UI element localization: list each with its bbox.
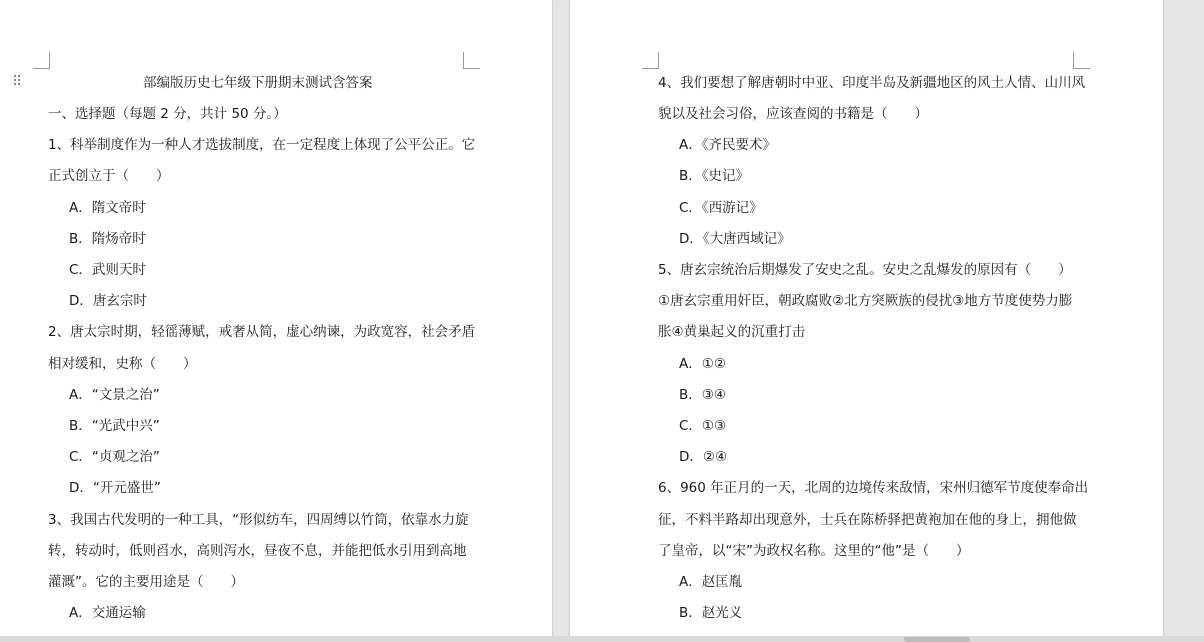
answer-option: B．隋炀帝时 — [69, 231, 146, 247]
document-page-left — [0, 0, 552, 636]
section-heading: 一、选择题（每题 2 分，共计 50 分。） — [48, 106, 287, 122]
question-text: 3、我国古代发明的一种工具，“形似纺车，四周缚以竹筒，依靠水力旋 — [48, 512, 469, 528]
answer-option: B．赵光义 — [679, 605, 743, 621]
question-text: 转，转动时，低则舀水，高则泻水，昼夜不息，并能把低水引用到高地 — [48, 543, 467, 559]
answer-option: D．“开元盛世” — [69, 480, 161, 496]
question-text: 灌溉”。它的主要用途是（ ） — [48, 574, 244, 590]
question-text: 4、我们要想了解唐朝时中亚、印度半岛及新疆地区的风土人情、山川风 — [658, 75, 1086, 91]
document-page-right — [570, 0, 1163, 636]
question-text: 正式创立于（ ） — [48, 168, 170, 184]
answer-option: A．《齐民要术》 — [679, 137, 776, 153]
answer-option: A．“文景之治” — [69, 387, 160, 403]
answer-option: C．“贞观之治” — [69, 449, 160, 465]
margin-corner-marker — [642, 52, 659, 69]
answer-option: A．隋文帝时 — [69, 200, 146, 216]
answer-option: A．①② — [679, 356, 726, 372]
answer-option: B．“光武中兴” — [69, 418, 160, 434]
question-text: 6、960 年正月的一天，北周的边境传来敌情，宋州归德军节度使奉命出 — [658, 480, 1089, 496]
margin-corner-marker — [1073, 52, 1090, 69]
question-text: 了皇帝，以“宋”为政权名称。这里的“他”是（ ） — [658, 543, 970, 559]
scrollbar-thumb[interactable] — [904, 637, 970, 642]
drag-handle-icon[interactable]: ⠿ — [12, 74, 23, 90]
question-text: 征，不料半路却出现意外，士兵在陈桥驿把黄袍加在他的身上，拥他做 — [658, 512, 1077, 528]
answer-option: B．③④ — [679, 387, 726, 403]
question-text: ①唐玄宗重用奸臣，朝政腐败②北方突厥族的侵扰③地方节度使势力膨 — [658, 293, 1073, 309]
answer-option: D．《大唐西域记》 — [679, 231, 791, 247]
document-title: 部编版历史七年级下册期末测试含答案 — [143, 75, 373, 91]
question-text: 5、唐玄宗统治后期爆发了安史之乱。安史之乱爆发的原因有（ ） — [658, 262, 1072, 278]
answer-option: D．唐玄宗时 — [69, 293, 147, 309]
question-text: 胀④黄巢起义的沉重打击 — [658, 324, 806, 340]
question-text: 2、唐太宗时期，轻徭薄赋，戒奢从简，虚心纳谏，为政宽容，社会矛盾 — [48, 324, 476, 340]
question-text: 1、科举制度作为一种人才选拔制度，在一定程度上体现了公平公正。它 — [48, 137, 476, 153]
horizontal-scrollbar[interactable] — [0, 636, 1204, 642]
answer-option: D．②④ — [679, 449, 728, 465]
answer-option: C．武则天时 — [69, 262, 146, 278]
answer-option: B．《史记》 — [679, 168, 750, 184]
margin-corner-marker — [33, 52, 50, 69]
answer-option: C．《西游记》 — [679, 200, 763, 216]
question-text: 貌以及社会习俗，应该查阅的书籍是（ ） — [658, 106, 928, 122]
question-text: 相对缓和，史称（ ） — [48, 356, 197, 372]
answer-option: C．①③ — [679, 418, 727, 434]
answer-option: A．赵匡胤 — [679, 574, 743, 590]
answer-option: A．交通运输 — [69, 605, 146, 621]
margin-corner-marker — [463, 52, 480, 69]
